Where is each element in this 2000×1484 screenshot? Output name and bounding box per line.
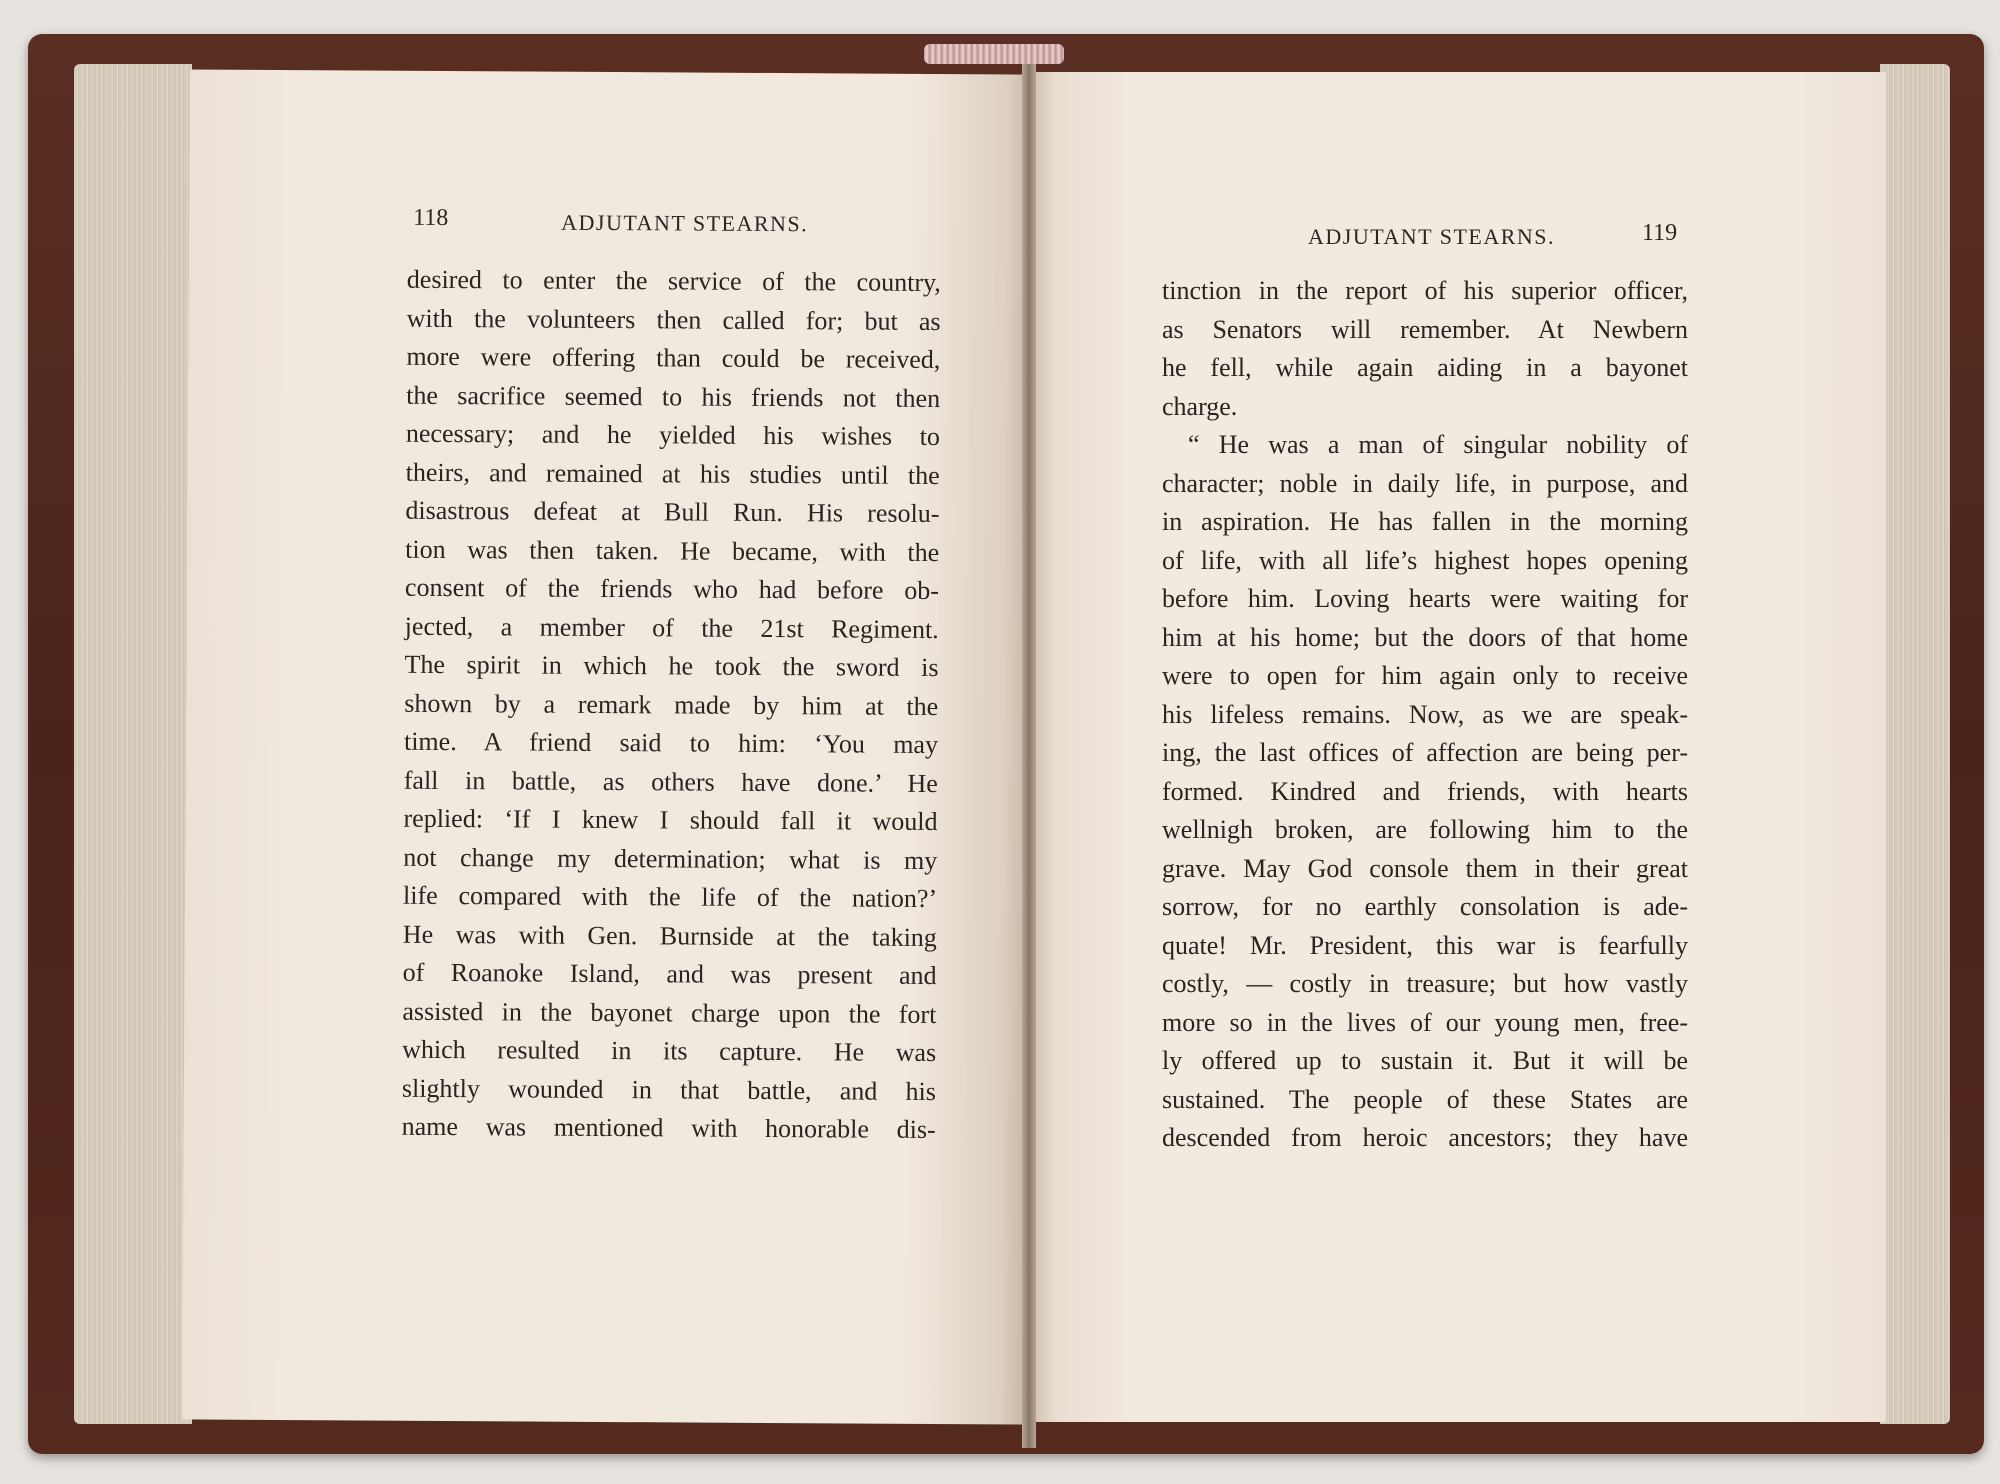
- text-line: of life, with all life’s highest hopes opening: [1162, 545, 1688, 575]
- left-running-head: ADJUTANT STEARNS.: [561, 209, 809, 237]
- right-page: [1030, 72, 1886, 1422]
- text-line: character; noble in daily life, in purpose, and: [1162, 468, 1688, 498]
- text-line: before him. Loving hearts were waiting for: [1162, 584, 1688, 613]
- right-page-edges: [1880, 64, 1950, 1424]
- text-line: The spirit in which he took the sword is: [404, 649, 939, 683]
- text-line: formed. Kindred and friends, with hearts: [1162, 776, 1688, 806]
- text-line: as Senators will remember. At Newbern: [1162, 314, 1688, 344]
- text-line: costly, — costly in treasure; but how vastly: [1162, 969, 1688, 998]
- text-line: sorrow, for no earthly consolation is ade-: [1162, 892, 1688, 921]
- text-line: him at his home; but the doors of that home: [1162, 622, 1688, 652]
- text-line: name was mentioned with honorable dis-: [401, 1111, 936, 1145]
- text-line: sustained. The people of these States are: [1162, 1084, 1688, 1114]
- book-gutter: [1022, 48, 1036, 1448]
- text-line: “ He was a man of singular nobility of: [1188, 430, 1688, 459]
- text-line: consent of the friends who had before ob-: [404, 572, 940, 606]
- text-line: quate! Mr. President, this war is fearfully: [1162, 930, 1688, 960]
- text-line: were to open for him again only to receive: [1162, 661, 1688, 690]
- text-line: in aspiration. He has fallen in the morning: [1162, 507, 1688, 536]
- text-line: theirs, and remained at his studies until the: [405, 457, 940, 490]
- text-line: more so in the lives of our young men, free-: [1162, 1007, 1688, 1037]
- text-line: life compared with the life of the nation?’: [403, 880, 938, 914]
- text-line: charge.: [1162, 391, 1238, 421]
- text-line: descended from heroic ancestors; they have: [1162, 1123, 1688, 1152]
- text-line: slightly wounded in that battle, and his: [401, 1073, 936, 1106]
- text-line: desired to enter the service of the country,: [406, 264, 941, 298]
- right-header: [1308, 220, 1726, 250]
- text-line: his lifeless remains. Now, as we are speak-: [1162, 699, 1688, 729]
- left-page-edges: [74, 64, 192, 1424]
- text-line: necessary; and he yielded his wishes to: [405, 418, 940, 452]
- text-line: grave. May God console them in their great: [1162, 853, 1688, 883]
- text-line: of Roanoke Island, and was present and: [402, 957, 937, 991]
- text-line: He was with Gen. Burnside at the taking: [402, 919, 937, 952]
- left-page-number: 118: [413, 204, 449, 232]
- text-line: wellnigh broken, are following him to the: [1162, 815, 1688, 844]
- text-line: not change my determination; what is my: [403, 842, 938, 875]
- text-line: shown by a remark made by him at the: [404, 688, 939, 721]
- text-line: which resulted in its capture. He was: [402, 1034, 937, 1068]
- text-line: the sacrifice seemed to his friends not then: [406, 380, 941, 413]
- text-line: ly offered up to sustain it. But it will be: [1162, 1046, 1688, 1075]
- text-line: tion was then taken. He became, with the: [405, 534, 940, 567]
- right-page-text: [1162, 272, 1688, 1158]
- text-line: time. A friend said to him: ‘You may: [403, 726, 939, 760]
- right-page-number: 119: [1642, 220, 1678, 246]
- text-line: he fell, while again aiding in a bayonet: [1162, 353, 1688, 382]
- left-page: [182, 69, 1032, 1424]
- text-line: assisted in the bayonet charge upon the fort: [402, 996, 937, 1029]
- text-line: ing, the last offices of affection are being per-: [1162, 738, 1688, 767]
- left-page-text: [402, 261, 941, 1150]
- left-header: [413, 205, 973, 238]
- text-line: with the volunteers then called for; but as: [406, 303, 941, 336]
- text-line: more were offering than could be received,: [406, 341, 941, 375]
- text-line: fall in battle, as others have done.’ He: [403, 765, 938, 798]
- headband: [924, 44, 1064, 64]
- text-line: replied: ‘If I knew I should fall it would: [403, 803, 938, 837]
- text-line: tinction in the report of his superior officer,: [1162, 276, 1688, 305]
- text-line: jected, a member of the 21st Regiment.: [404, 611, 939, 644]
- text-line: disastrous defeat at Bull Run. His resolu-: [405, 495, 940, 529]
- right-running-head: ADJUTANT STEARNS.: [1308, 224, 1556, 249]
